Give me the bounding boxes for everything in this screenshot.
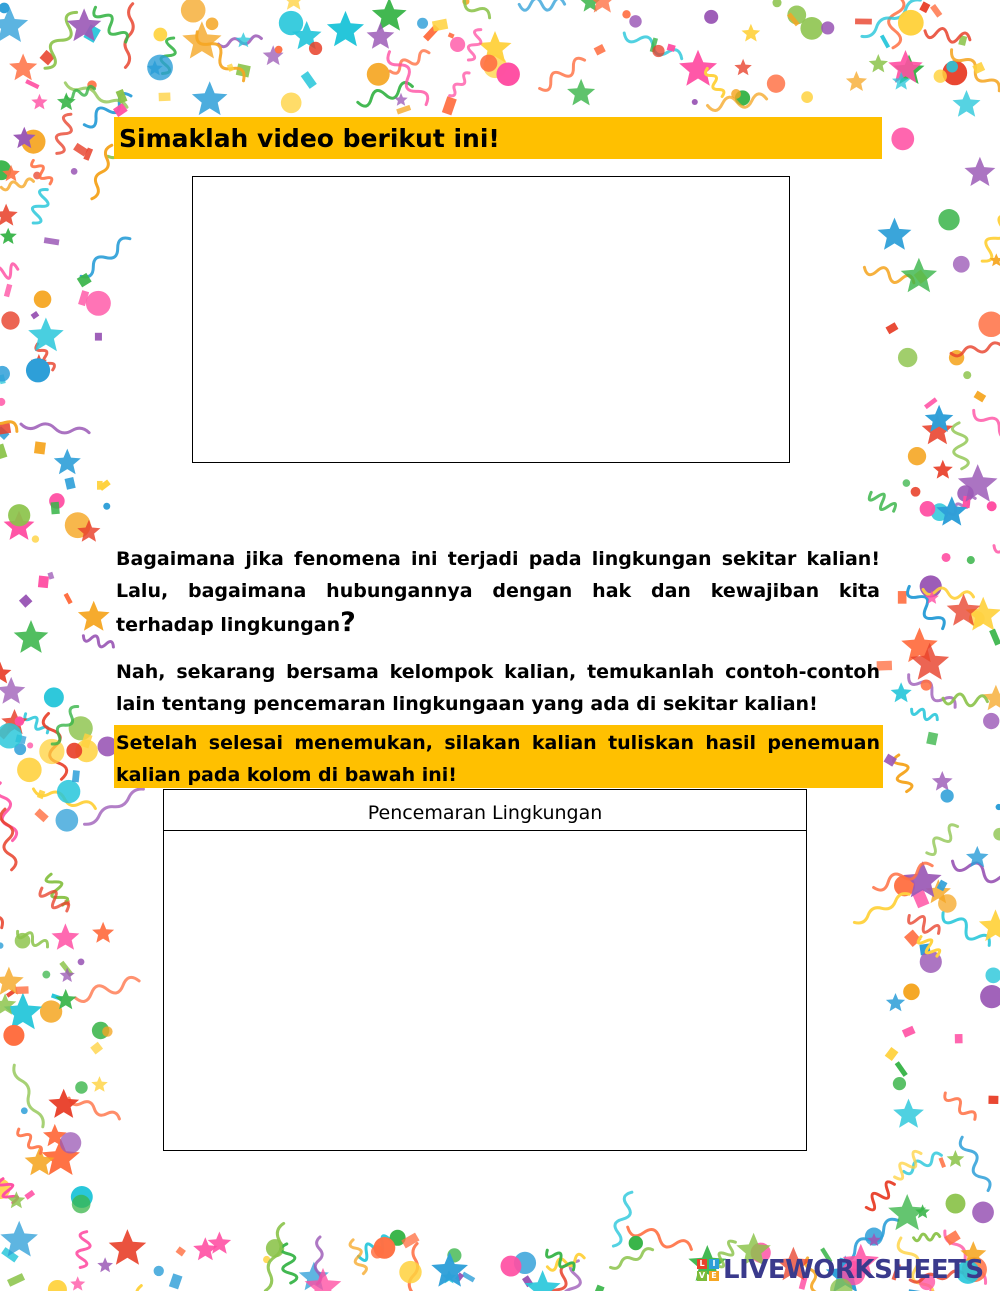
confetti-dot (946, 1194, 966, 1214)
confetti-streamer (32, 160, 52, 184)
confetti-streamer (56, 114, 71, 153)
confetti-streamer (77, 1232, 90, 1268)
confetti-piece (176, 1246, 186, 1256)
confetti-streamer (83, 636, 113, 647)
confetti-dot (480, 55, 497, 72)
confetti-star (28, 318, 64, 352)
confetti-piece (159, 92, 171, 101)
confetti-star (878, 218, 912, 250)
confetti-piece (442, 96, 457, 115)
confetti-dot (102, 1026, 112, 1036)
confetti-dot (801, 91, 813, 103)
confetti-dot (66, 743, 82, 759)
confetti-streamer (854, 894, 909, 923)
confetti-dot (21, 1107, 28, 1114)
confetti-streamer (0, 886, 3, 928)
confetti-dot (275, 46, 283, 54)
confetti-dot (26, 358, 50, 382)
confetti-piece (90, 1042, 103, 1055)
confetti-dot (821, 21, 834, 34)
confetti-streamer (974, 410, 1000, 446)
confetti-piece (989, 629, 1000, 646)
confetti-streamer (927, 825, 958, 855)
confetti-streamer (439, 0, 489, 18)
confetti-dot (279, 11, 303, 35)
confetti-piece (51, 502, 60, 515)
confetti-streamer (21, 424, 89, 433)
confetti-dot (983, 713, 999, 729)
confetti-streamer (14, 1065, 43, 1127)
video-player[interactable] (192, 176, 790, 463)
confetti-dot (153, 28, 167, 42)
confetti-dot (78, 958, 85, 965)
question-paragraph (116, 543, 880, 641)
confetti-dot (911, 487, 921, 497)
confetti-streamer (94, 7, 128, 42)
confetti-piece (898, 591, 907, 604)
confetti-dot (898, 10, 924, 36)
confetti-dot (920, 501, 936, 517)
confetti-dot (0, 942, 3, 948)
confetti-dot (704, 10, 718, 24)
confetti-dot (181, 0, 206, 23)
question-mark: ? (340, 607, 356, 638)
confetti-dot (34, 291, 52, 309)
logo-letter: I (709, 1259, 719, 1269)
confetti-dot (963, 371, 971, 379)
confetti-star (742, 24, 761, 42)
confetti-dot (40, 1000, 62, 1022)
confetti-dot (993, 828, 1000, 841)
confetti-dot (42, 971, 50, 979)
confetti-dot (17, 758, 42, 783)
confetti-piece (301, 71, 317, 89)
confetti-dot (921, 680, 932, 691)
confetti-streamer (866, 1182, 894, 1210)
confetti-dot (450, 37, 465, 52)
confetti-dot (56, 809, 79, 832)
confetti-dot (15, 933, 31, 949)
confetti-streamer (81, 238, 130, 277)
confetti-streamer (914, 1233, 940, 1240)
confetti-streamer (611, 1249, 653, 1269)
confetti-dot (281, 92, 302, 113)
confetti-piece (432, 19, 448, 32)
confetti-dot (629, 1236, 643, 1250)
confetti-dot (942, 553, 951, 562)
confetti-star (192, 81, 228, 115)
confetti-dot (417, 18, 428, 29)
confetti-streamer (613, 1192, 632, 1246)
confetti-star (9, 54, 37, 81)
confetti-streamer (904, 1153, 942, 1174)
confetti-star (891, 682, 912, 702)
table-header: Pencemaran Lingkungan (164, 790, 806, 831)
confetti-star (0, 204, 18, 226)
confetti-dot (629, 15, 641, 27)
confetti-piece (169, 1273, 183, 1289)
confetti-star (846, 71, 867, 91)
confetti-streamer (960, 1137, 990, 1190)
confetti-streamer (982, 215, 1000, 261)
confetti-star (431, 1252, 468, 1287)
confetti-dot (1, 311, 19, 329)
confetti-star (734, 59, 751, 76)
confetti-piece (448, 32, 455, 38)
confetti-dot (980, 985, 1000, 1008)
confetti-dot (27, 742, 33, 748)
confetti-star (0, 662, 11, 684)
confetti-star (91, 1076, 108, 1092)
confetti-star (372, 0, 407, 31)
confetti-dot (147, 55, 173, 81)
confetti-star (54, 449, 81, 475)
confetti-star (869, 54, 888, 72)
confetti-dot (374, 1237, 396, 1259)
confetti-streamer (46, 874, 68, 905)
confetti-dot (652, 45, 664, 57)
confetti-piece (44, 237, 60, 245)
confetti-piece (396, 105, 411, 115)
confetti-dot (772, 0, 781, 7)
confetti-piece (38, 576, 49, 589)
confetti-dot (15, 716, 25, 726)
confetti-piece (24, 1190, 35, 1200)
confetti-dot (972, 1202, 994, 1224)
confetti-star (901, 258, 937, 293)
confetti-star (327, 11, 364, 46)
confetti-star (567, 79, 595, 106)
confetti-piece (7, 1273, 25, 1287)
confetti-dot (71, 168, 78, 175)
confetti-piece (34, 808, 48, 822)
confetti-dot (692, 99, 698, 105)
confetti-star (893, 1099, 924, 1128)
confetti-piece (955, 1034, 963, 1043)
confetti-piece (34, 441, 46, 454)
confetti-star (679, 50, 717, 86)
confetti-dot (908, 447, 926, 465)
confetti-piece (31, 311, 40, 319)
logo-letter: V (698, 1271, 706, 1280)
confetti-dot (985, 968, 1000, 984)
confetti-dot (399, 1261, 421, 1283)
confetti-dot (938, 209, 959, 230)
instruction-paragraph: Nah, sekarang bersama kelompok kalian, temukanlah contoh-contoh lain tentang pencemaran lingkungaan yang ada di sekitar kalian! (116, 661, 880, 715)
confetti-dot (72, 1195, 91, 1214)
confetti-streamer (953, 861, 1000, 884)
confetti-dot (86, 291, 111, 316)
confetti-dot (946, 61, 958, 73)
confetti-streamer (92, 145, 112, 199)
confetti-piece (919, 1, 930, 13)
confetti-piece (462, 1272, 476, 1283)
confetti-streamer (32, 190, 48, 224)
answer-table (163, 789, 807, 1151)
confetti-piece (939, 1157, 946, 1168)
confetti-streamer (40, 888, 69, 911)
confetti-star (31, 94, 47, 110)
confetti-streamer (912, 709, 938, 719)
confetti-star (932, 771, 953, 791)
confetti-dot (987, 501, 997, 511)
confetti-dot (154, 1266, 164, 1276)
confetti-dot (903, 984, 920, 1001)
video-heading: Simaklah video berikut ini! (114, 117, 882, 159)
confetti-streamer (943, 913, 989, 946)
confetti-piece (593, 1285, 605, 1291)
confetti-dot (891, 127, 914, 150)
confetti-dot (0, 366, 10, 382)
confetti-star (0, 228, 17, 244)
confetti-piece (902, 1026, 916, 1038)
confetti-piece (930, 4, 942, 18)
confetti-piece (885, 1047, 899, 1061)
confetti-streamer (468, 30, 481, 60)
confetti-dot (893, 1077, 906, 1090)
confetti-streamer (952, 423, 968, 469)
confetti-dot (103, 503, 110, 510)
confetti-star (70, 1276, 85, 1290)
answer-cell[interactable] (164, 831, 806, 1150)
confetti-star (78, 601, 110, 631)
confetti-dot (622, 10, 630, 18)
liveworksheets-logo-icon (697, 1259, 719, 1281)
confetti-dot (0, 398, 5, 406)
confetti-streamer (893, 755, 912, 792)
confetti-dot (953, 256, 970, 273)
confetti-piece (227, 63, 234, 71)
confetti-piece (884, 754, 897, 767)
logo-letter: E (709, 1271, 719, 1281)
confetti-piece (65, 477, 76, 490)
confetti-star (92, 922, 114, 943)
watermark-text: LIVEWORKSHEETS (723, 1255, 984, 1285)
confetti-star (947, 1150, 965, 1167)
confetti-star (953, 90, 981, 117)
confetti-piece (944, 1230, 960, 1245)
confetti-dot (501, 1256, 522, 1277)
confetti-dot (48, 1280, 67, 1291)
confetti-streamer (540, 58, 585, 90)
confetti-dot (898, 348, 917, 367)
confetti-star (965, 157, 996, 186)
confetti-star (886, 993, 905, 1011)
confetti-dot (903, 479, 911, 487)
confetti-dot (731, 89, 741, 99)
confetti-piece (594, 44, 606, 56)
confetti-streamer (137, 1286, 158, 1291)
confetti-streamer (450, 73, 470, 96)
confetti-star (109, 1229, 147, 1265)
confetti-star (367, 22, 395, 48)
confetti-piece (15, 986, 28, 994)
confetti-dot (967, 556, 975, 564)
confetti-dot (800, 17, 823, 40)
confetti-piece (72, 770, 80, 782)
confetti-streamer (869, 492, 895, 511)
confetti-piece (64, 593, 73, 605)
confetti-star (7, 1191, 25, 1208)
confetti-star (97, 1257, 113, 1272)
confetti-piece (880, 34, 890, 48)
confetti-star (933, 460, 953, 479)
confetti-piece (19, 594, 32, 608)
confetti-streamer (945, 1093, 976, 1119)
confetti-dot (309, 42, 322, 55)
confetti-star (52, 923, 80, 949)
confetti-piece (855, 18, 872, 24)
confetti-streamer (943, 694, 987, 706)
logo-letter: L (697, 1259, 707, 1269)
confetti-dot (44, 687, 64, 707)
confetti-streamer (350, 1240, 366, 1274)
confetti-dot (934, 70, 947, 83)
confetti-star (60, 968, 75, 983)
task-paragraph: Setelah selesai menemukan, silakan kalian tuliskan hasil penemuan kalian pada kolom di bawah ini! (116, 732, 880, 786)
confetti-star (888, 1194, 926, 1230)
confetti-piece (924, 397, 938, 409)
confetti-dot (32, 535, 39, 542)
confetti-piece (895, 1061, 908, 1077)
confetti-streamer (0, 264, 18, 282)
confetti-dot (57, 780, 80, 803)
confetti-streamer (75, 977, 139, 1001)
confetti-piece (0, 443, 7, 460)
confetti-dot (941, 789, 954, 802)
confetti-dot (60, 1132, 81, 1153)
liveworksheets-watermark (697, 1254, 984, 1286)
confetti-dot (75, 1081, 88, 1094)
confetti-dot (3, 1025, 24, 1046)
confetti-dot (767, 74, 785, 92)
confetti-streamer (909, 675, 956, 708)
question-text: Bagaimana jika fenomena ini terjadi pada lingkungan sekitar kalian! Lalu, bagaimana hubungannya dengan hak dan kewajiban kita terhadap lingkungan (116, 548, 880, 636)
confetti-piece (4, 284, 12, 297)
confetti-dot (367, 63, 390, 86)
confetti-streamer (519, 0, 564, 10)
confetti-piece (25, 79, 39, 89)
confetti-piece (926, 732, 938, 746)
confetti-star (14, 620, 49, 653)
confetti-dot (206, 18, 219, 31)
confetti-piece (988, 1096, 998, 1104)
confetti-piece (974, 391, 987, 403)
confetti-streamer (994, 546, 1000, 562)
confetti-dot (8, 504, 30, 526)
confetti-dot (996, 804, 1000, 810)
confetti-star (283, 0, 305, 10)
confetti-piece (885, 322, 898, 334)
confetti-dot (496, 63, 519, 86)
confetti-dot (978, 312, 1000, 338)
confetti-streamer (18, 1129, 42, 1153)
confetti-star (48, 1089, 79, 1118)
confetti-piece (95, 333, 102, 341)
